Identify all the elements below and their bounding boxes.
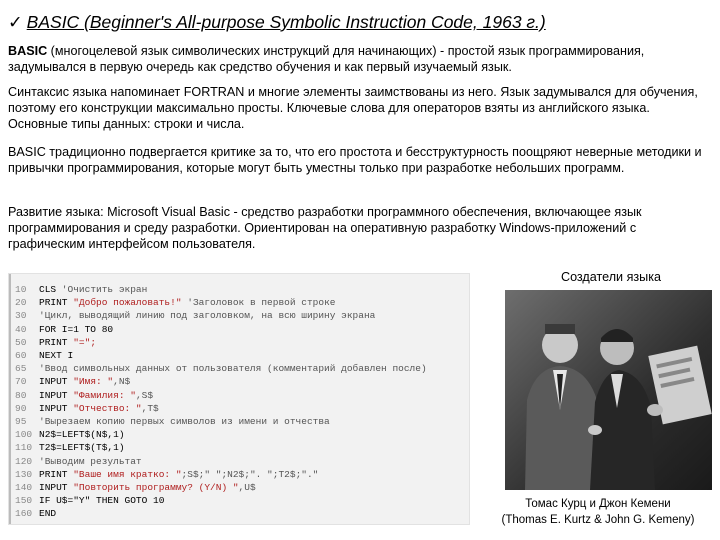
code-line [9,469,469,480]
basic-term: BASIC [8,44,48,58]
code-rest: ,T$ [141,402,159,414]
code-line-number: 95 [15,416,27,427]
check-icon: ✓ [8,12,23,32]
paragraph-syntax: Синтаксис языка напоминает FORTRAN и многие элементы заимствованы из него. Язык задумывался для обучения, поэтому его конструкции максимально просты. Ключевые слова для операторов взяты из английского языка. Основные типы данных: строки и числа. [8,85,698,131]
code-line-number: 120 [15,455,33,467]
code-rest: ;S$;" ";N2$;". ";T2$;"." [181,468,319,480]
code-line-number: 160 [15,508,33,520]
code-string: "Имя: " [73,376,114,388]
code-line-number: 90 [15,402,27,414]
code-keyword: PRINT [39,468,74,480]
code-keyword: T2$=LEFT$(T$,1) [39,442,125,454]
creators-names-en: (Thomas E. Kurtz & John G. Kemeny) [501,514,695,526]
slide-title-text: BASIC (Beginner's All-purpose Symbolic Instruction Code, 1963 г.) [26,12,546,32]
code-line-number: 40 [15,323,27,335]
slide-title [8,12,712,33]
code-string: "Добро пожаловать!" [73,297,182,309]
code-string: "Отчество: " [73,402,142,414]
code-string: "="; [73,336,97,348]
creators-names-ru: Томас Курц и Джон Кемени [525,498,671,510]
photo-caption [478,496,718,528]
code-line [9,350,469,361]
code-line [9,363,469,374]
code-keyword: INPUT [39,482,74,493]
code-line-number: 80 [15,389,27,401]
code-line-number: 100 [15,429,33,441]
code-line-number: 70 [15,376,27,388]
code-rest: 'Выводим результат [39,455,142,467]
creators-caption: Создатели языка [560,270,662,284]
paragraph-definition [8,43,712,75]
code-line [9,442,469,453]
code-line [9,429,469,440]
code-keyword: PRINT [39,297,74,309]
code-listing [8,273,470,525]
code-rest: ,S$ [135,389,154,401]
code-line [9,324,469,335]
code-line-number: 20 [15,297,27,309]
code-line [9,495,469,506]
code-line [9,284,469,295]
creators-photo-image [505,290,712,490]
code-rest: 'Заголовок в первой строке [181,297,336,309]
code-line [9,416,469,427]
code-keyword: END [39,508,57,520]
code-keyword: INPUT [39,376,74,388]
code-rest: 'Цикл, выводящий линию под заголовком, на всю ширину экрана [39,310,376,322]
code-rest: ,N$ [113,376,131,388]
code-line-number: 150 [15,495,33,507]
code-rest: 'Очистить экран [56,284,148,295]
code-line [9,403,469,414]
definition-text: (многоцелевой язык символических инструкций для начинающих) - простой язык программирования, задумывался в первую очередь как средство обучения и как первый изучаемый язык. [8,44,645,74]
code-rest: 'Ввод символьных данных от пользователя (комментарий добавлен после) [39,363,427,375]
code-line [9,376,469,387]
code-line [9,310,469,321]
code-keyword: FOR I=1 TO 80 [39,323,114,335]
creators-photo [505,290,712,490]
code-line [9,337,469,348]
paragraph-criticism: BASIC традиционно подвергается критике за то, что его простота и бесструктурность поощряют неверные методики и привычки программирования, которые могут быть уместны только при разработке небольших программ. [8,145,702,175]
code-line [9,456,469,467]
code-keyword: INPUT [39,402,74,414]
code-line-number: 140 [15,482,33,493]
code-line-number: 10 [15,284,27,295]
code-line-number: 110 [15,442,33,454]
code-keyword: N2$=LEFT$(N$,1) [39,429,125,441]
code-string: "Ваше имя кратко: " [73,468,182,480]
code-line-number: 65 [15,363,27,375]
code-keyword: NEXT I [39,350,74,361]
paragraph-development: Развитие языка: Microsoft Visual Basic - средство разработки программного обеспечения, включающее язык программирования и среду разработки. Ориентирован на оперативную разработку Windows-приложений с графическим интерфейсом пользователя. [8,205,642,251]
code-line [9,390,469,401]
code-line [9,482,469,493]
code-line-number: 130 [15,468,33,480]
code-keyword: IF U$="Y" THEN GOTO 10 [39,495,165,507]
code-line-number: 30 [15,310,27,322]
code-string: "Повторить программу? (Y/N) " [73,482,239,493]
code-rest: 'Вырезаем копию первых символов из имени и отчества [39,416,330,427]
code-line-number: 60 [15,350,27,361]
code-line-number: 50 [15,336,27,348]
code-line [9,508,469,519]
code-keyword: CLS [39,284,57,295]
code-keyword: INPUT [39,389,74,401]
code-rest: ,U$ [238,482,256,493]
code-line [9,297,469,308]
code-string: "Фамилия: " [73,389,136,401]
code-keyword: PRINT [39,336,74,348]
